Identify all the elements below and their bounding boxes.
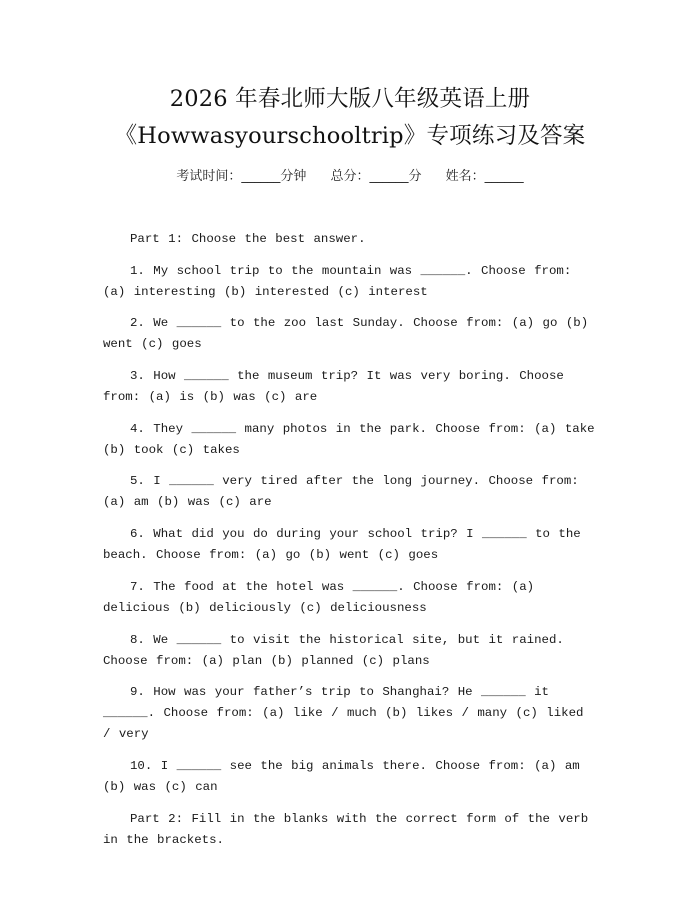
exam-time-field: 考试时间：______分钟 <box>176 169 307 184</box>
question-8: 8. We ______ to visit the historical site, but it rained. Choose from: (a) plan (b) planned (c) plans <box>103 632 564 668</box>
question-5: 5. I ______ very tired after the long journey. Choose from: (a) am (b) was (c) are <box>103 474 579 510</box>
question-4: 4. They ______ many photos in the park. Choose from: (a) take (b) took (c) takes <box>103 421 595 457</box>
student-name-field: 姓名：______ <box>445 169 524 184</box>
exam-info <box>0 168 700 186</box>
document-body <box>103 229 595 861</box>
question-3: 3. How ______ the museum trip? It was very boring. Choose from: (a) is (b) was (c) are <box>103 369 564 405</box>
question-6: 6. What did you do during your school trip? I ______ to the beach. Choose from: (a) go (b) went (c) goes <box>103 527 581 563</box>
question-9: 9. How was your father’s trip to Shanghai? He ______ it ______. Choose from: (a) like / much (b) likes / many (c) liked / very <box>103 685 584 742</box>
document-title-line2: 《Howwasyourschooltrip》专项练习及答案 <box>114 123 586 149</box>
part2-heading: Part 2: Fill in the blanks with the correct form of the verb in the brackets. <box>103 811 589 847</box>
exam-score-field: 总分：______分 <box>330 169 422 184</box>
question-2: 2. We ______ to the zoo last Sunday. Choose from: (a) go (b) went (c) goes <box>103 316 589 352</box>
question-7: 7. The food at the hotel was ______. Choose from: (a) delicious (b) deliciously (c) deliciousness <box>103 579 535 615</box>
question-1: 1. My school trip to the mountain was ______. Choose from: (a) interesting (b) interested (c) interest <box>103 263 572 299</box>
part1-heading: Part 1: Choose the best answer. <box>130 232 366 246</box>
question-10: 10. I ______ see the big animals there. Choose from: (a) am (b) was (c) can <box>103 758 580 794</box>
document-title-line1: 2026 年春北师大版八年级英语上册 <box>169 86 531 112</box>
